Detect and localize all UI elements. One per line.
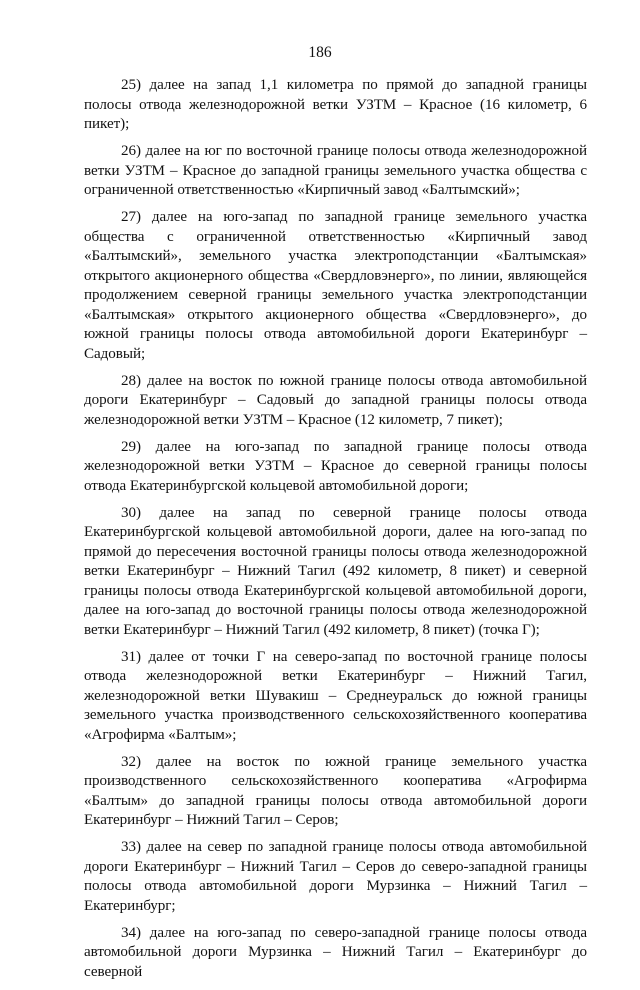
paragraph-33: 33) далее на север по западной границе полосы отвода автомобильной дороги Екатеринбург – Нижний Тагил – Серов до северо-западной границы полосы отвода автомобильной дороги Мурзинка – Нижний Тагил – Екатеринбург; bbox=[84, 839, 587, 914]
paragraph-28: 28) далее на восток по южной границе полосы отвода автомобильной дороги Екатеринбург – Садовый до западной границы полосы отвода железнодорожной ветки УЗТМ – Красное (12 километр, 7 пикет); bbox=[84, 372, 587, 428]
paragraph-30: 30) далее на запад по северной границе полосы отвода Екатеринбургской кольцевой автомобильной дороги, далее на юго-запад по прямой до пересечения восточной границы полосы отвода железнодорожной ветки Екатеринбург – Нижний Тагил (492 километр, 8 пикет) и северной границы полосы отвода Екатеринбургской кольцевой автомобильной дороги, далее на юго-запад до восточной границы полосы отвода железнодорожной ветки Екатеринбург – Нижний Тагил (492 километр, 8 пикет) (точка Г); bbox=[84, 504, 587, 638]
paragraph-32: 32) далее на восток по южной границе земельного участка производственного сельскохозяйственного кооператива «Агрофирма «Балтым» до западной границы полосы отвода автомобильной дороги Екатеринбург – Нижний Тагил – Серов; bbox=[84, 753, 587, 828]
paragraph-25: 25) далее на запад 1,1 километра по прямой до западной границы полосы отвода железнодорожной ветки УЗТМ – Красное (16 километр, 6 пикет); bbox=[84, 77, 587, 132]
document-body bbox=[84, 76, 587, 990]
paragraph-26: 26) далее на юг по восточной границе полосы отвода железнодорожной ветки УЗТМ – Красное до западной границы земельного участка общества с ограниченной ответственностью «Кирпичный завод «Балтымский»; bbox=[84, 143, 587, 198]
paragraph-27: 27) далее на юго-запад по западной границе земельного участка общества с ограниченной ответственностью «Кирпичный завод «Балтымский», земельного участка электроподстанции «Балтымская» открытого акционерного общества «Свердловэнерго», по линии, являющейся продолжением северной границы земельного участка электроподстанции «Балтымская» открытого акционерного общества «Свердловэнерго», до южной границы полосы отвода автомобильной дороги Екатеринбург – Садовый; bbox=[84, 209, 587, 362]
paragraph-29: 29) далее на юго-запад по западной границе полосы отвода железнодорожной ветки УЗТМ – Красное до северной границы полосы отвода Екатеринбургской кольцевой автомобильной дороги; bbox=[84, 438, 587, 494]
paragraph-34: 34) далее на юго-запад по северо-западной границе полосы отвода автомобильной дороги Мурзинка – Нижний Тагил – Екатеринбург до северной bbox=[84, 924, 587, 980]
page-number: 186 bbox=[308, 44, 332, 61]
paragraph-31: 31) далее от точки Г на северо-запад по восточной границе полосы отвода железнодорожной ветки Екатеринбург – Нижний Тагил, железнодорожной ветки Шувакиш – Среднеуральск до южной границы земельного участка производственного сельскохозяйственного кооператива «Агрофирма «Балтым»; bbox=[84, 648, 587, 743]
